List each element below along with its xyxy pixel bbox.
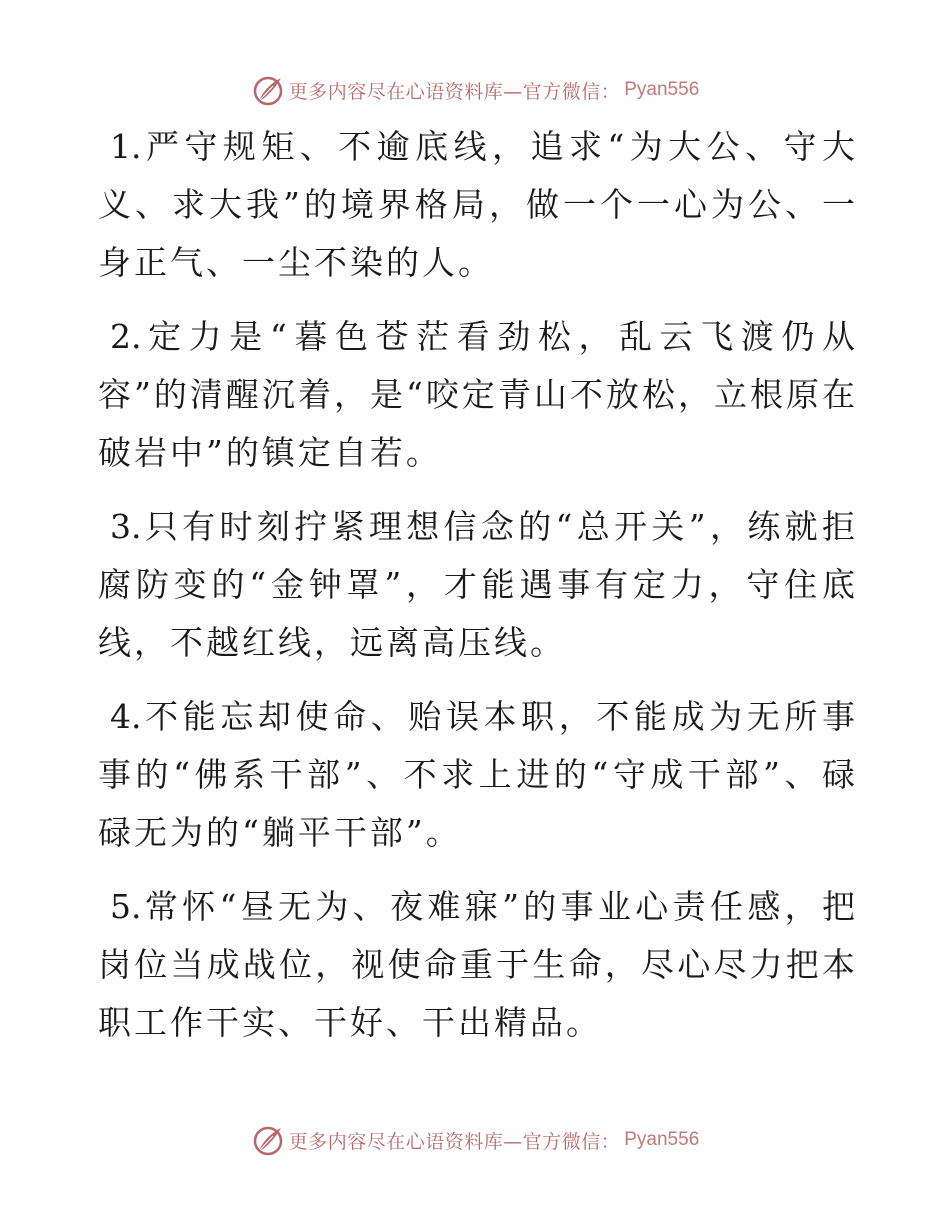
watermark-text: 更多内容尽在心语资料库—官方微信：	[288, 80, 621, 103]
item-number: 3.	[110, 507, 142, 546]
item-text: 不能忘却使命、贻误本职，不能成为无所事事的“佛系干部”、不求上进的“守成干部”、碌碌无为的“躺平干部”。	[98, 697, 858, 852]
feather-pen-logo-icon	[251, 1123, 285, 1157]
watermark-text: 更多内容尽在心语资料库—官方微信：	[288, 1130, 621, 1153]
feather-pen-logo-icon	[251, 73, 285, 107]
list-item-3	[98, 498, 858, 672]
item-text: 定力是“暮色苍茫看劲松，乱云飞渡仍从容”的清醒沉着，是“咬定青山不放松，立根原在破岩中”的镇定自若。	[98, 317, 858, 472]
item-text: 只有时刻拧紧理想信念的“总开关”，练就拒腐防变的“金钟罩”，才能遇事有定力，守住底线，不越红线，远离高压线。	[98, 507, 858, 662]
item-number: 4.	[110, 697, 142, 736]
list-item-5	[98, 878, 858, 1052]
watermark-wechat-id: Pyan556	[624, 1129, 700, 1150]
document-body	[98, 118, 858, 1068]
watermark-footer	[0, 1120, 950, 1160]
list-item-2	[98, 308, 858, 482]
watermark-wechat-id: Pyan556	[624, 79, 700, 100]
item-text: 常怀“昼无为、夜难寐”的事业心责任感，把岗位当成战位，视使命重于生命，尽心尽力把本职工作干实、干好、干出精品。	[98, 887, 858, 1042]
item-number: 2.	[110, 317, 142, 356]
list-item-1	[98, 118, 858, 292]
item-number: 1.	[110, 127, 142, 166]
item-number: 5.	[110, 887, 142, 926]
watermark-header	[0, 70, 950, 110]
item-text: 严守规矩、不逾底线，追求“为大公、守大义、求大我”的境界格局，做一个一心为公、一身正气、一尘不染的人。	[98, 127, 858, 282]
list-item-4	[98, 688, 858, 862]
